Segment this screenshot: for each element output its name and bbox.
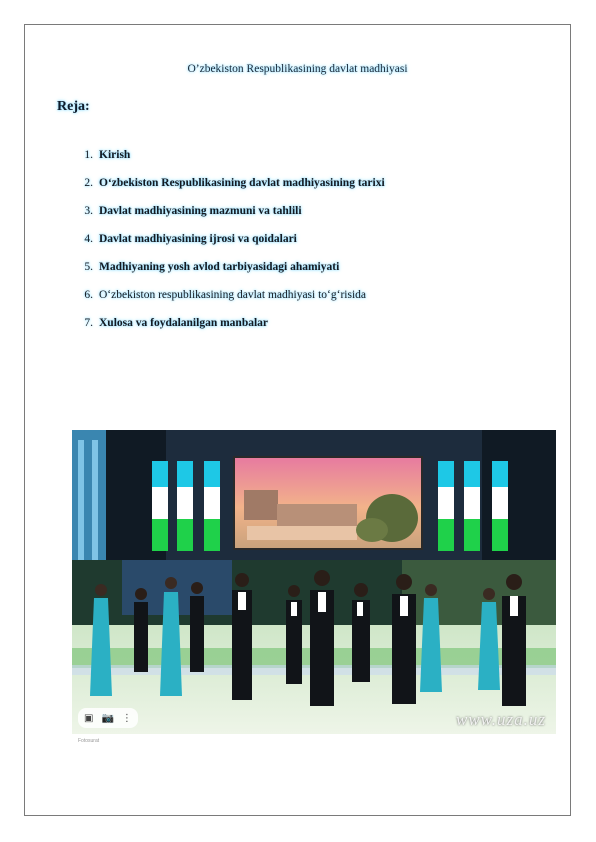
list-item: 5. Madhiyaning yosh avlod tarbiyasidagi ahamiyati — [84, 261, 340, 273]
camera-icon[interactable]: 📷 — [101, 712, 114, 724]
list-item: 4. Davlat madhiyasining ijrosi va qoidalari — [84, 233, 297, 245]
list-item: 2. O‘zbekiston Respublikasining davlat madhiyasining tarixi — [84, 177, 385, 189]
frame-icon[interactable]: ▣ — [84, 712, 94, 724]
list-item: 6. O‘zbekiston respublikasining davlat madhiyasi to‘g‘risida — [84, 289, 366, 301]
photo-caption: Fotosurat — [78, 738, 100, 744]
stage-scene — [72, 430, 556, 734]
list-item: 3. Davlat madhiyasining mazmuni va tahlili — [84, 205, 302, 217]
plan-heading: Reja: — [57, 99, 90, 114]
more-vertical-icon[interactable]: ⋮ — [121, 712, 132, 724]
list-item: 7. Xulosa va foydalanilgan manbalar — [84, 317, 269, 329]
list-item: 1. Kirish — [84, 149, 131, 161]
anthem-ceremony-photo — [72, 430, 556, 734]
photo-watermark: www.uza.uz — [456, 710, 546, 729]
plan-list — [75, 148, 385, 344]
image-controls — [78, 708, 138, 728]
document-title: O’zbekiston Respublikasining davlat madhiyasi — [187, 63, 408, 75]
document-page — [24, 24, 571, 816]
